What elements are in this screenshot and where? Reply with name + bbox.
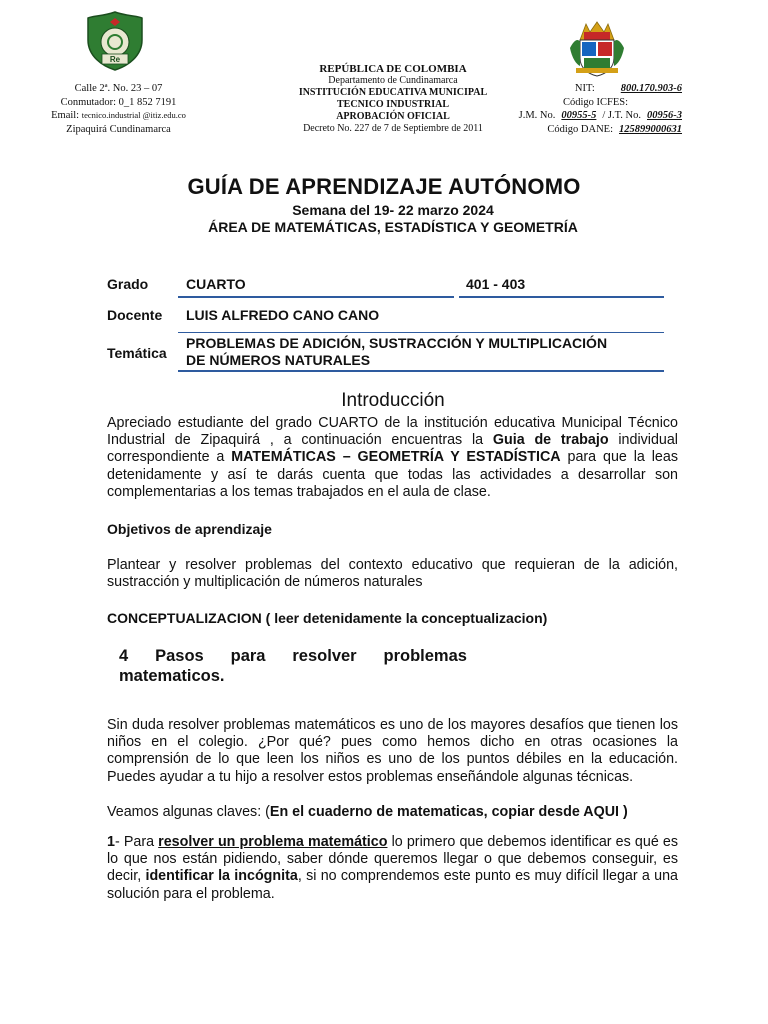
pasos-word: resolver: [292, 647, 357, 665]
step-1-text-e: , si no comprendemos este punto es muy difícil llegar a una solución para el problema.: [107, 868, 679, 902]
jm-row: [482, 109, 682, 123]
pasos-line-2: matematicos.: [119, 667, 225, 685]
address-line: Calle 2ª. No. 23 – 07: [74, 83, 163, 94]
tematica-value: [186, 335, 607, 368]
step-1-emphasis: resolver un problema matemático: [158, 834, 388, 850]
institution-codes: [482, 82, 682, 136]
docente-rule: [178, 332, 664, 333]
pasos-word: problemas: [383, 647, 467, 665]
pasos-word: Pasos: [155, 647, 204, 665]
pasos-line-1: [119, 646, 467, 666]
step-number: 1: [107, 834, 115, 850]
intro-heading: Introducción: [341, 390, 445, 411]
jm-label: J.M. No.: [518, 110, 556, 121]
docente-label: Docente: [107, 307, 163, 323]
country-line: REPÚBLICA DE COLOMBIA: [319, 63, 467, 75]
grado-value: CUARTO: [186, 276, 246, 292]
claves-text: Veamos algunas claves: (: [107, 804, 270, 820]
dane-value: 125899000631: [619, 123, 682, 135]
dane-label: Código DANE:: [547, 123, 613, 135]
coat-of-arms-logo: [566, 18, 628, 78]
intro-text-guia: Guia de trabajo: [492, 432, 609, 449]
intro-text-subject: MATEMÁTICAS – GEOMETRÍA Y ESTADÍSTICA: [231, 449, 561, 466]
concept-paragraph: Sin duda resolver problemas matemáticos es uno de los mayores desafíos que tienen los niños en el colegio. ¿Por qué? pues como hemos dicho en otras ocasiones la comprensión de lo que leen los niños es uno de los puntos débiles en la educación. Puedes ayudar a tu hijo a resolver estos problemas enseñándole algunas técnicas.: [107, 717, 678, 785]
step-1-incognita: identificar la incógnita: [145, 868, 298, 885]
document-title: GUÍA DE APRENDIZAJE AUTÓNOMO: [187, 174, 581, 199]
icfes-label: Código ICFES:: [562, 96, 628, 108]
approval-line: APROBACIÓN OFICIAL: [336, 111, 450, 122]
tematica-rule: [178, 370, 664, 372]
intro-text-c: individual correspondiente a: [107, 432, 678, 466]
claves-instruction: En el cuaderno de matematicas, copiar desde AQUI ): [269, 804, 628, 820]
tematica-line-2: DE NÚMEROS NATURALES: [186, 351, 371, 368]
claves-line: [107, 804, 678, 821]
pasos-word: 4: [119, 647, 129, 665]
address-block: [36, 82, 201, 136]
area-subtitle: ÁREA DE MATEMÁTICAS, ESTADÍSTICA Y GEOMETRÍA: [208, 219, 578, 235]
docente-value: LUIS ALFREDO CANO CANO: [186, 307, 380, 323]
step-1-text-c: lo primero que debemos identificar es qué es lo que nos están pidiendo, saber dónde queremos llegar o que debemos conseguir, es decir,: [107, 834, 678, 885]
icfes-row: [482, 96, 682, 110]
step-1-paragraph: [107, 834, 678, 903]
objetivos-paragraph: Plantear y resolver problemas del contexto educativo que requieran de la adición, sustracción y multiplicación de números naturales: [107, 557, 678, 591]
department-line: Departamento de Cundinamarca: [328, 75, 458, 86]
nit-label: NIT:: [574, 83, 595, 94]
school-shield-logo: [84, 10, 146, 72]
city-line: Zipaquirá Cundinamarca: [66, 123, 171, 135]
institution-line: INSTITUCIÓN EDUCATIVA MUNICIPAL: [298, 87, 488, 98]
jm-value: 00955-5: [561, 110, 597, 121]
step-1-text-a: - Para: [114, 834, 159, 850]
tematica-label: Temática: [107, 345, 167, 361]
nit-row: [482, 82, 682, 96]
email-value: tecnico.industrial @itiz.edu.co: [81, 110, 186, 120]
pasos-heading: [119, 646, 467, 686]
jt-value: 00956-3: [647, 110, 682, 121]
objetivos-heading: Objetivos de aprendizaje: [107, 521, 272, 537]
email-label: Email:: [51, 110, 80, 121]
intro-text-a: Apreciado estudiante del grado CUARTO de la institución educativa Municipal Técnico Industrial de Zipaquirá , a continuación encuentras la: [107, 415, 678, 449]
concept-heading: CONCEPTUALIZACION ( leer detenidamente la conceptualizacion): [107, 610, 548, 626]
intro-paragraph: [107, 415, 678, 501]
grupos-rule: [459, 296, 664, 298]
pasos-word: para: [230, 647, 266, 665]
phone-line: Conmutador: 0_1 852 7191: [60, 96, 177, 108]
dane-row: [482, 123, 682, 137]
nit-value: 800.170.903-6: [620, 83, 682, 94]
grado-label: Grado: [107, 276, 149, 292]
jt-label: / J.T. No.: [602, 110, 641, 121]
grupos-value: 401 - 403: [466, 276, 526, 292]
week-subtitle: Semana del 19- 22 marzo 2024: [292, 202, 494, 218]
institution-type-line: TECNICO INDUSTRIAL: [337, 99, 449, 110]
email-line: [36, 109, 201, 123]
tematica-line-1: PROBLEMAS DE ADICIÓN, SUSTRACCIÓN Y MULTIPLICACIÓN: [186, 335, 608, 351]
logo-text: Re: [109, 55, 121, 64]
decree-line: Decreto No. 227 de 7 de Septiembre de 2011: [303, 123, 483, 134]
grado-rule: [178, 296, 454, 298]
intro-text-e: para que la leas detenidamente y así te darás cuenta que todas las actividades a desarrollar son complementarias a los temas trabajados en el aula de clase.: [107, 449, 678, 500]
